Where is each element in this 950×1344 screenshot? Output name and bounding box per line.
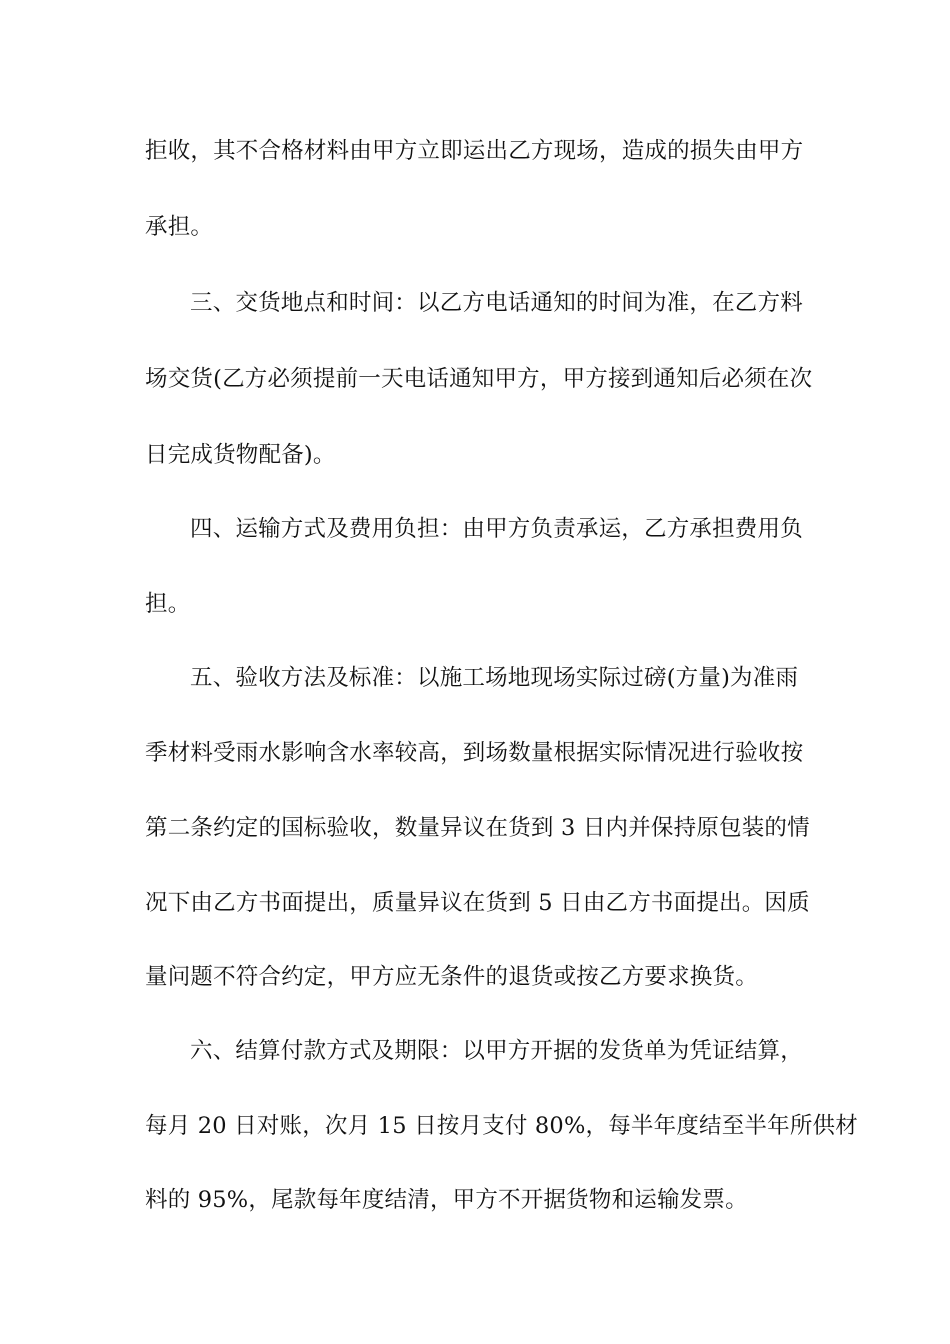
text-line: 况下由乙方书面提出，质量异议在货到 5 日由乙方书面提出。因质	[145, 890, 810, 916]
text-line: 承担。	[145, 214, 214, 240]
section-3-heading-line: 三、交货地点和时间：以乙方电话通知的时间为准，在乙方料	[190, 290, 803, 316]
text-line: 料的 95%，尾款每年度结清，甲方不开据货物和运输发票。	[145, 1187, 748, 1213]
text-line: 场交货(乙方必须提前一天电话通知甲方，甲方接到通知后必须在次	[145, 366, 813, 392]
text-line: 第二条约定的国标验收，数量异议在货到 3 日内并保持原包装的情	[145, 815, 810, 841]
text-line: 季材料受雨水影响含水率较高，到场数量根据实际情况进行验收按	[145, 740, 804, 766]
section-4-heading-line: 四、运输方式及费用负担：由甲方负责承运，乙方承担费用负	[190, 516, 803, 542]
text-line: 拒收，其不合格材料由甲方立即运出乙方现场，造成的损失由甲方	[145, 138, 804, 164]
text-line: 担。	[145, 591, 191, 617]
section-5-heading-line: 五、验收方法及标准：以施工场地现场实际过磅(方量)为准雨	[190, 665, 799, 691]
section-6-heading-line: 六、结算付款方式及期限：以甲方开据的发货单为凭证结算，	[190, 1038, 803, 1064]
text-line: 每月 20 日对账，次月 15 日按月支付 80%，每半年度结至半年所供材	[145, 1113, 858, 1139]
text-line: 量问题不符合约定，甲方应无条件的退货或按乙方要求换货。	[145, 964, 758, 990]
text-line: 日完成货物配备)。	[145, 442, 336, 468]
